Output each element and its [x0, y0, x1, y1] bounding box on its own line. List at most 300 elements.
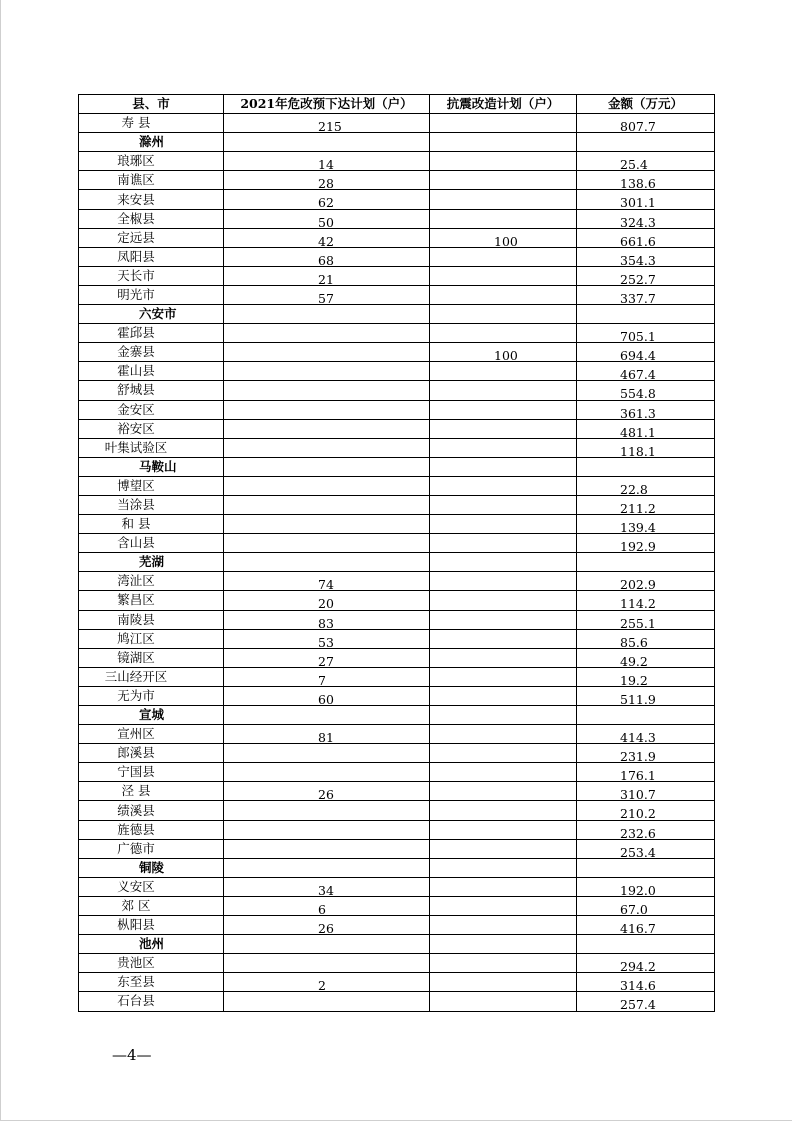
table-row: [79, 916, 715, 935]
plan-cell-value: 42: [318, 233, 334, 248]
county-name: 南谯区: [79, 171, 224, 190]
plan-cell-value: 27: [318, 653, 334, 668]
plan-cell-value: 28: [318, 176, 334, 190]
amount-cell: [577, 515, 715, 534]
amount-cell-value: 414.3: [620, 730, 656, 744]
amount-cell: [577, 419, 715, 438]
plan-cell: [224, 629, 430, 648]
plan-cell: [224, 228, 430, 247]
plan-cell: [224, 343, 430, 362]
amount-cell-value: 324.3: [620, 214, 656, 229]
plan-cell: [224, 362, 430, 381]
amount-cell: [577, 992, 715, 1011]
table-row: [79, 438, 715, 457]
header-amount: 金额（万元）: [577, 95, 715, 114]
county-name: 定远县: [79, 228, 224, 247]
quake-cell: [430, 916, 577, 935]
amount-cell-value: 232.6: [620, 825, 656, 840]
amount-cell-value: 511.9: [620, 691, 656, 706]
table-row: [79, 610, 715, 629]
table-row: [79, 534, 715, 553]
amount-cell-value: 49.2: [620, 653, 648, 668]
amount-cell: [577, 266, 715, 285]
county-name: 宁国县: [79, 763, 224, 782]
plan-cell: [224, 495, 430, 514]
amount-cell: [577, 476, 715, 495]
amount-cell-value: 138.6: [620, 176, 656, 190]
plan-cell: [224, 457, 430, 476]
county-name: 凤阳县: [79, 247, 224, 266]
plan-cell: [224, 133, 430, 152]
table-row: [79, 667, 715, 686]
city-name: 芜湖: [79, 553, 224, 572]
plan-cell-value: 50: [318, 214, 334, 229]
plan-cell: [224, 152, 430, 171]
plan-cell-value: 215: [318, 119, 342, 133]
amount-cell-value: 210.2: [620, 806, 656, 821]
amount-cell-value: 416.7: [620, 921, 656, 935]
county-name: 东至县: [79, 973, 224, 992]
amount-cell-value: 310.7: [620, 787, 656, 801]
table-row: [79, 362, 715, 381]
table-row: [79, 152, 715, 171]
plan-cell: [224, 935, 430, 954]
plan-cell-value: 6: [318, 901, 326, 916]
amount-cell: [577, 725, 715, 744]
amount-cell: [577, 133, 715, 152]
plan-cell: [224, 896, 430, 915]
amount-cell: [577, 209, 715, 228]
city-name: 铜陵: [79, 858, 224, 877]
county-name: 旌德县: [79, 820, 224, 839]
county-name: 宣州区: [79, 725, 224, 744]
amount-cell-value: 85.6: [620, 634, 648, 649]
page-number: —4—: [112, 1046, 152, 1064]
plan-cell-value: 34: [318, 882, 334, 897]
plan-cell: [224, 591, 430, 610]
county-name: 无为市: [79, 686, 224, 705]
amount-cell: [577, 553, 715, 572]
table-header-row: [79, 95, 715, 114]
amount-cell-value: 661.6: [620, 233, 656, 248]
amount-cell: [577, 686, 715, 705]
quake-cell: [430, 266, 577, 285]
table-row: [79, 725, 715, 744]
table-row: [79, 877, 715, 896]
plan-cell-value: 14: [318, 157, 334, 171]
city-row: [79, 706, 715, 725]
quake-cell: [430, 629, 577, 648]
amount-cell: [577, 457, 715, 476]
amount-cell-value: 337.7: [620, 290, 656, 305]
table-row: [79, 400, 715, 419]
amount-cell: [577, 305, 715, 324]
quake-cell-value: 100: [494, 348, 518, 362]
quake-cell: [430, 610, 577, 629]
plan-cell: [224, 247, 430, 266]
plan-cell: [224, 572, 430, 591]
amount-cell: [577, 667, 715, 686]
amount-cell-value: 139.4: [620, 520, 656, 534]
table-row: [79, 343, 715, 362]
county-name: 裕安区: [79, 419, 224, 438]
amount-cell: [577, 896, 715, 915]
city-name: 池州: [79, 935, 224, 954]
county-name: 枞阳县: [79, 916, 224, 935]
table-row: [79, 801, 715, 820]
plan-cell: [224, 954, 430, 973]
county-name: 镜湖区: [79, 648, 224, 667]
table-row: [79, 114, 715, 133]
quake-cell: [430, 954, 577, 973]
city-row: [79, 553, 715, 572]
table-row: [79, 266, 715, 285]
amount-cell-value: 294.2: [620, 959, 656, 973]
amount-cell-value: 253.4: [620, 844, 656, 859]
county-name: 明光市: [79, 285, 224, 304]
city-row: [79, 935, 715, 954]
quake-cell: [430, 935, 577, 954]
plan-cell: [224, 400, 430, 419]
city-row: [79, 457, 715, 476]
amount-cell-value: 231.9: [620, 749, 656, 763]
amount-cell-value: 807.7: [620, 119, 656, 133]
plan-cell: [224, 114, 430, 133]
plan-cell-value: 26: [318, 787, 334, 801]
plan-cell-value: 60: [318, 691, 334, 706]
plan-cell: [224, 610, 430, 629]
amount-cell-value: 467.4: [620, 367, 656, 381]
quake-cell: [430, 152, 577, 171]
plan-cell: [224, 820, 430, 839]
quake-cell: [430, 247, 577, 266]
table-row: [79, 954, 715, 973]
amount-cell-value: 354.3: [620, 252, 656, 267]
quake-cell-value: 100: [494, 233, 518, 248]
table-row: [79, 209, 715, 228]
table-row: [79, 820, 715, 839]
county-name: 金安区: [79, 400, 224, 419]
amount-cell: [577, 495, 715, 514]
quake-cell: [430, 820, 577, 839]
amount-cell: [577, 610, 715, 629]
plan-cell: [224, 763, 430, 782]
county-name: 绩溪县: [79, 801, 224, 820]
plan-cell: [224, 553, 430, 572]
table-row: [79, 839, 715, 858]
table-row: [79, 572, 715, 591]
table-row: [79, 744, 715, 763]
amount-cell: [577, 858, 715, 877]
table-row: [79, 171, 715, 190]
amount-cell-value: 361.3: [620, 405, 656, 420]
plan-cell: [224, 419, 430, 438]
amount-cell: [577, 152, 715, 171]
header-quake: 抗震改造计划（户）: [430, 95, 577, 114]
plan-cell: [224, 858, 430, 877]
quake-cell: [430, 362, 577, 381]
county-name: 霍山县: [79, 362, 224, 381]
amount-cell-value: 25.4: [620, 157, 648, 171]
quake-cell: [430, 457, 577, 476]
plan-cell: [224, 725, 430, 744]
header-plan: 2021年危改预下达计划（户）: [224, 95, 430, 114]
plan-cell: [224, 324, 430, 343]
table-row: [79, 515, 715, 534]
amount-cell-value: 554.8: [620, 386, 656, 400]
plan-cell: [224, 285, 430, 304]
amount-cell: [577, 954, 715, 973]
amount-cell: [577, 400, 715, 419]
quake-cell: [430, 839, 577, 858]
amount-cell: [577, 572, 715, 591]
county-name: 叶集试验区: [79, 438, 224, 457]
quake-cell: [430, 476, 577, 495]
table-row: [79, 782, 715, 801]
quake-cell: [430, 725, 577, 744]
amount-cell: [577, 763, 715, 782]
quake-cell: [430, 667, 577, 686]
amount-cell-value: 211.2: [620, 500, 656, 515]
amount-cell-value: 694.4: [620, 348, 656, 362]
quake-cell: [430, 228, 577, 247]
county-name: 全椒县: [79, 209, 224, 228]
amount-cell: [577, 782, 715, 801]
amount-cell-value: 481.1: [620, 424, 656, 439]
quake-cell: [430, 343, 577, 362]
table-row: [79, 495, 715, 514]
county-name: 南陵县: [79, 610, 224, 629]
county-name: 泾 县: [79, 782, 224, 801]
plan-cell: [224, 534, 430, 553]
table-row: [79, 992, 715, 1011]
amount-cell-value: 255.1: [620, 615, 656, 630]
county-name: 当涂县: [79, 495, 224, 514]
quake-cell: [430, 495, 577, 514]
amount-cell: [577, 343, 715, 362]
amount-cell: [577, 114, 715, 133]
header-county: 县、市: [79, 95, 224, 114]
table-row: [79, 591, 715, 610]
table-row: [79, 476, 715, 495]
quake-cell: [430, 992, 577, 1011]
quake-cell: [430, 515, 577, 534]
plan-cell: [224, 438, 430, 457]
table-row: [79, 285, 715, 304]
amount-cell: [577, 801, 715, 820]
quake-cell: [430, 324, 577, 343]
plan-cell-value: 83: [318, 615, 334, 630]
plan-cell-value: 57: [318, 290, 334, 305]
plan-cell: [224, 476, 430, 495]
quake-cell: [430, 763, 577, 782]
county-name: 博望区: [79, 476, 224, 495]
county-name: 和 县: [79, 515, 224, 534]
amount-cell: [577, 706, 715, 725]
plan-cell: [224, 706, 430, 725]
amount-cell-value: 252.7: [620, 271, 656, 286]
amount-cell: [577, 324, 715, 343]
amount-cell-value: 118.1: [620, 443, 656, 458]
plan-cell: [224, 515, 430, 534]
amount-cell-value: 176.1: [620, 768, 656, 782]
plan-cell: [224, 667, 430, 686]
table-row: [79, 381, 715, 400]
plan-cell: [224, 190, 430, 209]
quake-cell: [430, 305, 577, 324]
amount-cell: [577, 839, 715, 858]
table-row: [79, 629, 715, 648]
county-name: 舒城县: [79, 381, 224, 400]
amount-cell: [577, 629, 715, 648]
quake-cell: [430, 534, 577, 553]
amount-cell: [577, 534, 715, 553]
plan-cell: [224, 305, 430, 324]
plan-cell-value: 26: [318, 921, 334, 935]
quake-cell: [430, 285, 577, 304]
amount-cell: [577, 744, 715, 763]
county-name: 天长市: [79, 266, 224, 285]
county-name: 金寨县: [79, 343, 224, 362]
amount-cell: [577, 973, 715, 992]
plan-cell-value: 2: [318, 978, 326, 992]
plan-cell-value: 7: [318, 672, 326, 687]
quake-cell: [430, 209, 577, 228]
allocation-table: [78, 94, 715, 1012]
amount-cell-value: 257.4: [620, 997, 656, 1011]
quake-cell: [430, 553, 577, 572]
city-name: 六安市: [79, 305, 224, 324]
plan-cell: [224, 171, 430, 190]
plan-cell: [224, 209, 430, 228]
amount-cell: [577, 877, 715, 896]
plan-cell: [224, 839, 430, 858]
city-row: [79, 133, 715, 152]
plan-cell-value: 53: [318, 634, 334, 649]
table-row: [79, 228, 715, 247]
county-name: 霍邱县: [79, 324, 224, 343]
quake-cell: [430, 801, 577, 820]
city-row: [79, 858, 715, 877]
quake-cell: [430, 706, 577, 725]
amount-cell: [577, 381, 715, 400]
county-name: 含山县: [79, 534, 224, 553]
amount-cell: [577, 591, 715, 610]
table-row: [79, 419, 715, 438]
table-row: [79, 686, 715, 705]
table-row: [79, 190, 715, 209]
plan-cell: [224, 266, 430, 285]
quake-cell: [430, 400, 577, 419]
table-row: [79, 247, 715, 266]
county-name: 义安区: [79, 877, 224, 896]
amount-cell-value: 19.2: [620, 672, 648, 687]
quake-cell: [430, 973, 577, 992]
quake-cell: [430, 171, 577, 190]
county-name: 三山经开区: [79, 667, 224, 686]
plan-cell: [224, 782, 430, 801]
county-name: 广德市: [79, 839, 224, 858]
amount-cell: [577, 648, 715, 667]
county-name: 湾沚区: [79, 572, 224, 591]
plan-cell: [224, 801, 430, 820]
plan-cell: [224, 744, 430, 763]
amount-cell: [577, 190, 715, 209]
plan-cell: [224, 877, 430, 896]
plan-cell-value: 21: [318, 271, 334, 286]
quake-cell: [430, 858, 577, 877]
table-row: [79, 324, 715, 343]
plan-cell: [224, 686, 430, 705]
quake-cell: [430, 896, 577, 915]
plan-cell-value: 81: [318, 730, 334, 744]
county-name: 石台县: [79, 992, 224, 1011]
table-row: [79, 763, 715, 782]
quake-cell: [430, 381, 577, 400]
county-name: 寿 县: [79, 114, 224, 133]
quake-cell: [430, 686, 577, 705]
plan-cell: [224, 648, 430, 667]
amount-cell-value: 314.6: [620, 978, 656, 992]
table-row: [79, 648, 715, 667]
plan-cell: [224, 381, 430, 400]
amount-cell: [577, 285, 715, 304]
table-row: [79, 973, 715, 992]
plan-cell-value: 68: [318, 252, 334, 267]
county-name: 来安县: [79, 190, 224, 209]
amount-cell-value: 192.9: [620, 539, 656, 553]
quake-cell: [430, 438, 577, 457]
county-name: 繁昌区: [79, 591, 224, 610]
amount-cell: [577, 438, 715, 457]
amount-cell-value: 301.1: [620, 195, 656, 210]
quake-cell: [430, 591, 577, 610]
quake-cell: [430, 114, 577, 133]
plan-cell: [224, 973, 430, 992]
amount-cell: [577, 247, 715, 266]
amount-cell: [577, 916, 715, 935]
county-name: 琅琊区: [79, 152, 224, 171]
amount-cell-value: 705.1: [620, 329, 656, 343]
amount-cell: [577, 820, 715, 839]
city-row: [79, 305, 715, 324]
quake-cell: [430, 877, 577, 896]
amount-cell-value: 192.0: [620, 882, 656, 897]
amount-cell-value: 67.0: [620, 901, 648, 916]
quake-cell: [430, 572, 577, 591]
amount-cell: [577, 935, 715, 954]
amount-cell: [577, 171, 715, 190]
quake-cell: [430, 744, 577, 763]
amount-cell-value: 22.8: [620, 481, 648, 496]
plan-cell-value: 74: [318, 577, 334, 591]
plan-cell-value: 62: [318, 195, 334, 210]
amount-cell: [577, 362, 715, 381]
city-name: 滁州: [79, 133, 224, 152]
plan-cell: [224, 992, 430, 1011]
county-name: 郊 区: [79, 896, 224, 915]
table-row: [79, 896, 715, 915]
county-name: 郎溪县: [79, 744, 224, 763]
amount-cell: [577, 228, 715, 247]
plan-cell-value: 20: [318, 596, 334, 611]
quake-cell: [430, 190, 577, 209]
county-name: 贵池区: [79, 954, 224, 973]
table-body: [79, 114, 715, 1011]
amount-cell-value: 202.9: [620, 577, 656, 591]
amount-cell-value: 114.2: [620, 596, 656, 611]
quake-cell: [430, 133, 577, 152]
